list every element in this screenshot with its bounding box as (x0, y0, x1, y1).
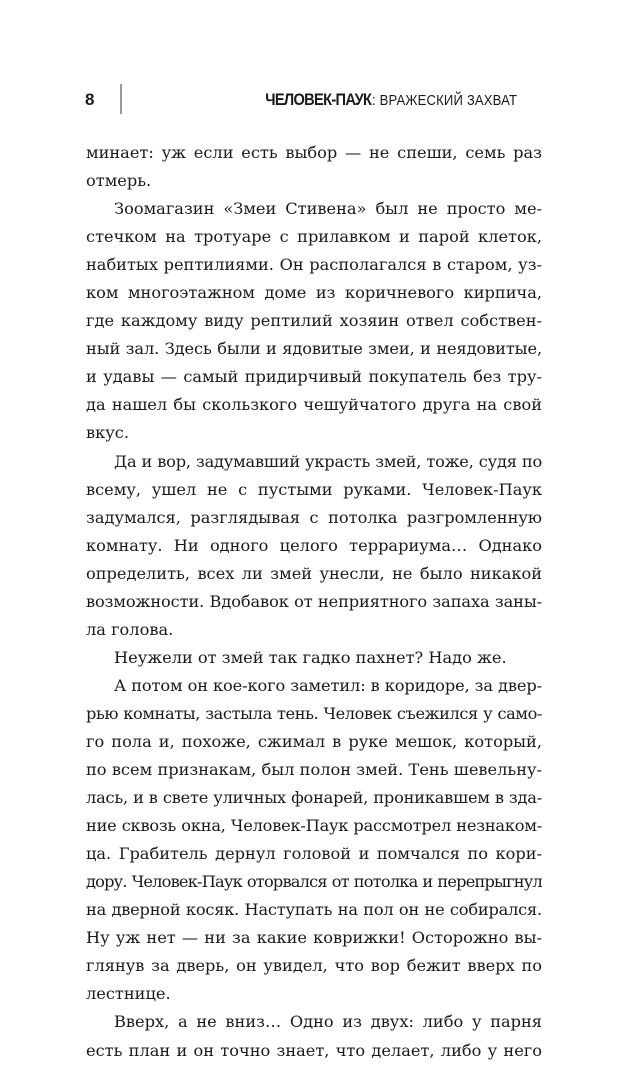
text-line: по всем признакам, был полон змей. Тень шевельну- (86, 760, 542, 780)
series-title: ЧЕЛОВЕК-ПАУК (265, 90, 372, 109)
text-line: на дверной косяк. Наступать на пол он не собирался. (86, 900, 542, 920)
page-number: 8 (85, 90, 95, 109)
page-header (0, 80, 619, 120)
text-line: лестнице. (86, 984, 171, 1004)
text-line: задумался, разглядывая с потолка разгромленную (86, 507, 542, 527)
text-line: набитых рептилиями. Он располагался в старом, уз- (86, 255, 542, 275)
text-line: ние сквозь окна, Человек-Паук рассмотрел незнаком- (86, 816, 542, 836)
text-line: Да и вор, задумавший украсть змей, тоже, судя по (114, 451, 542, 471)
text-line: возможности. Вдобавок от неприятного запаха заны- (86, 591, 542, 611)
text-line: стечком на тротуаре с прилавком и парой клеток, (86, 227, 542, 247)
text-line: ком многоэтажном доме из коричневого кирпича, (86, 283, 542, 303)
text-line: Ну уж нет — ни за какие коврижки! Осторожно вы- (86, 928, 542, 948)
header-divider (120, 84, 122, 114)
text-line: есть план и он точно знает, что делает, либо у него (86, 1040, 542, 1060)
text-line: А потом он кое-кого заметил: в коридоре, за двер- (114, 675, 542, 695)
text-line: отмерь. (86, 171, 152, 191)
running-head (248, 90, 533, 110)
text-line: го пола и, похоже, сжимал в руке мешок, который, (86, 731, 542, 751)
text-line: вкус. (86, 423, 129, 443)
text-line: рью комнаты, застыла тень. Человек съежился у само- (86, 703, 542, 723)
text-line: комнату. Ни одного целого террариума… Однако (86, 535, 542, 555)
text-line: где каждому виду рептилий хозяин отвел собствен- (86, 311, 542, 331)
body-text (86, 139, 542, 1065)
text-line: всему, ушел не с пустыми руками. Человек-Паук (86, 479, 542, 499)
text-line: Вверх, а не вниз… Одно из двух: либо у парня (114, 1012, 542, 1032)
text-line: ца. Грабитель дернул головой и помчался по кори- (86, 844, 542, 864)
text-line: минает: уж если есть выбор — не спеши, семь раз (86, 143, 542, 162)
text-line: и удавы — самый придирчивый покупатель без тру- (86, 367, 542, 387)
text-line: Неужели от змей так гадко пахнет? Надо же. (114, 647, 507, 667)
text-line: дору. Человек-Паук оторвался от потолка и перепрыгнул (86, 872, 542, 892)
text-line: да нашел бы скользкого чешуйчатого друга на свой (86, 395, 542, 415)
text-line: глянув за дверь, он увидел, что вор бежит вверх по (86, 956, 542, 976)
book-subtitle: : ВРАЖЕСКИЙ ЗАХВАТ (371, 93, 517, 109)
text-line: ный зал. Здесь были и ядовитые змеи, и неядовитые, (86, 339, 542, 359)
text-line: лась, и в свете уличных фонарей, проникавшем в зда- (86, 788, 542, 808)
text-line: ла голова. (86, 619, 174, 639)
text-line: определить, всех ли змей унесли, не было никакой (86, 563, 542, 583)
text-line: Зоомагазин «Змеи Стивена» был не просто ме- (114, 199, 542, 219)
